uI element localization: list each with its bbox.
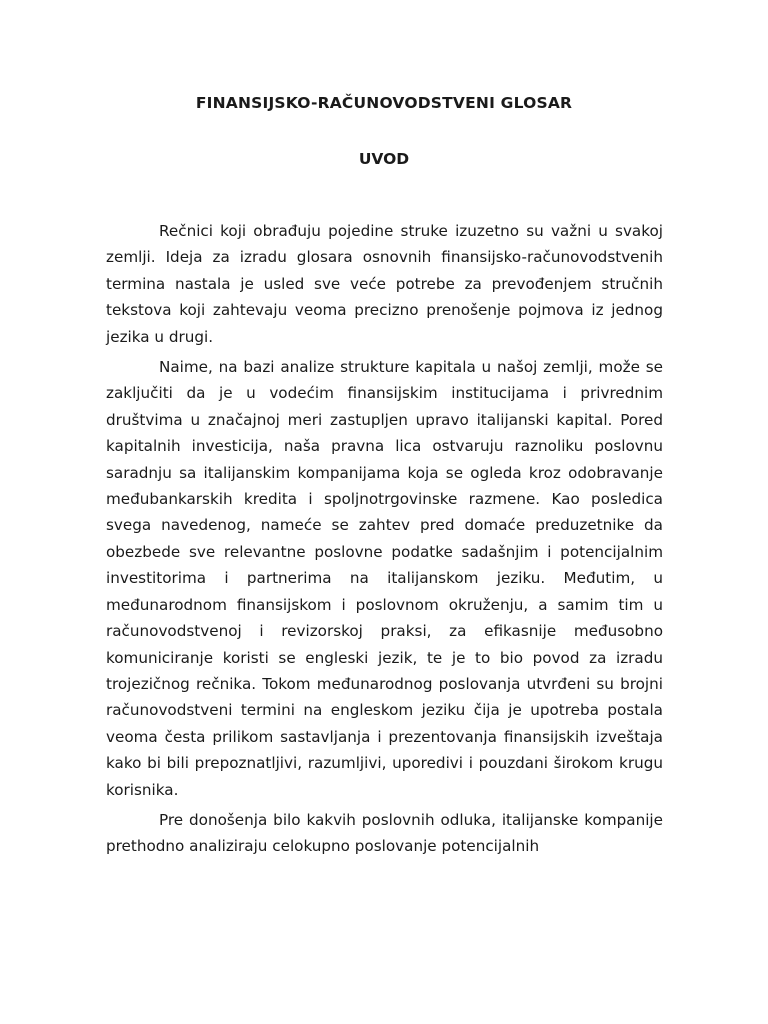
body-text xyxy=(106,218,663,864)
paragraph: Rečnici koji obrađuju pojedine struke izuzetno su važni u svakoj zemlji. Ideja za izradu glosara osnovnih finansijsko-računovodstvenih termina nastala je usled sve veće potrebe za prevođenjem stručnih tekstova koji zahtevaju veoma precizno prenošenje pojmova iz jednog jezika u drugi. xyxy=(106,222,663,346)
section-heading: UVOD xyxy=(358,150,410,168)
document-title: FINANSIJSKO-RAČUNOVODSTVENI GLOSAR xyxy=(195,94,573,112)
paragraph: Pre donošenja bilo kakvih poslovnih odluka, italijanske kompanije prethodno analiziraju celokupno poslovanje potencijalnih xyxy=(106,810,663,856)
paragraph: Naime, na bazi analize strukture kapitala u našoj zemlji, može se zaključiti da je u vodećim finansijskim institucijama i privrednim društvima u značajnoj meri zastupljen upravo italijanski kapital. Pored kapitalnih investicija, naša pravna lica ostvaruju raznoliku poslovnu saradnju sa italijanskim kompanijama koja se ogleda kroz odobravanje međubankarskih kredita i spoljnotrgovinske razmene. Kao posledica svega navedenog, nameće se zahtev pred domaće preduzetnike da obezbede sve relevantne poslovne podatke sadašnjim i potencijalnim investitorima i partnerima na italijanskom jeziku. Međutim, u međunarodnom finansijskom i poslovnom okruženju, a samim tim u računovodstvenoj i revizorskoj praksi, za efikasnije međusobno komuniciranje koristi se engleski jezik, te je to bio povod za izradu trojezičnog rečnika. Tokom međunarodnog poslovanja utvrđeni su brojni računovodstveni termini na engleskom jeziku čija je upotreba postala veoma česta prilikom sastavljanja i prezentovanja finansijskih izveštaja kako bi bili prepoznatljivi, razumljivi, uporedivi i pouzdani širokom krugu korisnika. xyxy=(106,358,663,799)
